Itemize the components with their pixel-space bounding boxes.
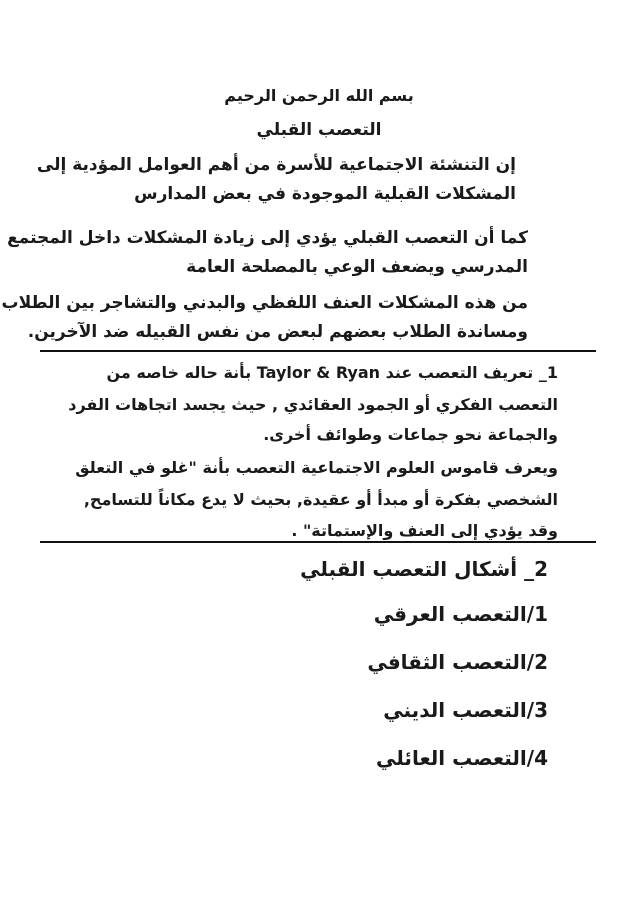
document-title: التعصب القبلي xyxy=(256,120,382,140)
section1-line4: ويعرف قاموس العلوم الاجتماعية التعصب بأنة "غلو في التعلق xyxy=(75,458,558,477)
section2-heading: 2_ أشكال التعصب القبلي xyxy=(300,557,548,581)
intro-p2-line2: المدرسي ويضعف الوعي بالمصلحة العامة xyxy=(186,257,528,277)
section1-line1 xyxy=(107,363,559,382)
section1-line6: وقد يؤدي إلى العنف والإستماتة" . xyxy=(291,521,558,540)
section2-item-3: 3/التعصب الديني xyxy=(383,698,548,722)
section1-line1-b: بأنة حاله خاصه من xyxy=(106,363,252,382)
divider-top xyxy=(40,350,596,352)
section2-item-4: 4/التعصب العائلي xyxy=(376,746,548,770)
intro-p1-line1: إن التنشئة الاجتماعية للأسرة من أهم العوامل المؤدية إلى xyxy=(36,155,516,175)
divider-bottom xyxy=(40,541,596,543)
intro-p1-line2: المشكلات القبلية الموجودة في بعض المدارس xyxy=(134,184,516,204)
intro-p2-line1: كما أن التعصب القبلي يؤدي إلى زيادة المشكلات داخل المجتمع xyxy=(7,228,528,248)
intro-p3-line2: ومساندة الطلاب بعضهم لبعض من نفس القبيله ضد الآخرين. xyxy=(27,322,528,342)
section1-line1-a: 1_ تعريف التعصب عند xyxy=(385,363,558,382)
section2-item-1: 1/التعصب العرقي xyxy=(373,602,548,626)
section1-line2: التعصب الفكري أو الجمود العقائدي , حيث يجسد اتجاهات الفرد xyxy=(68,395,558,414)
section1-names: Taylor & Ryan xyxy=(256,363,381,382)
section1-line3: والجماعة نحو جماعات وطوائف أخرى. xyxy=(263,425,558,444)
intro-p3-line1: من هذه المشكلات العنف اللفظي والبدني والتشاجر بين الطلاب xyxy=(1,293,528,313)
section2-item-2: 2/التعصب الثقافي xyxy=(367,650,548,674)
section1-line5: الشخصي بفكرة أو مبدأ أو عقيدة, بحيث لا يدع مكاناً للتسامح, xyxy=(83,490,558,509)
basmala: بسم الله الرحمن الرحيم xyxy=(224,86,414,105)
